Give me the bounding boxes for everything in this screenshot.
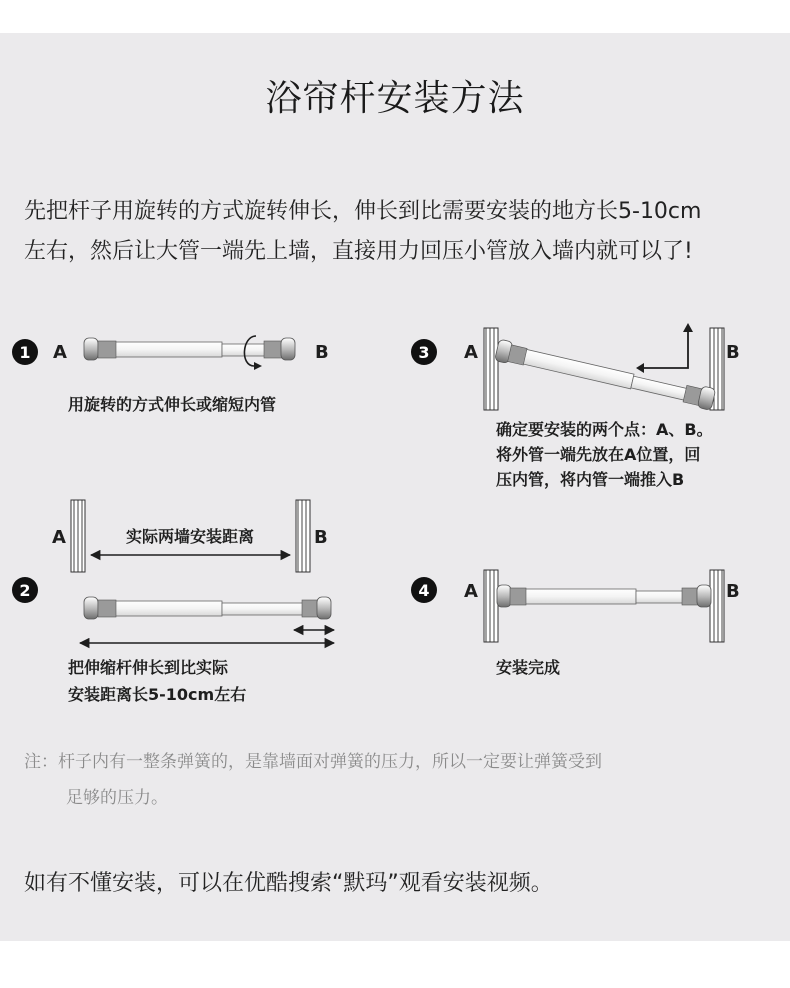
step-3 [411, 323, 740, 490]
step-4-wall-b [710, 570, 724, 642]
step-3-number: 3 [418, 343, 430, 362]
step-4-label-a: A [464, 581, 478, 602]
video-hint: 如有不懂安装，可以在优酷搜索“默玛”观看安装视频。 [24, 871, 553, 896]
step-3-label-b: B [726, 342, 740, 363]
step-3-caption-line-2: 将外管一端先放在A位置，回 [496, 445, 701, 464]
push-direction-arrow-icon [636, 323, 693, 373]
step-4 [411, 570, 740, 677]
step-2-rod [84, 597, 331, 619]
step-2-wall-a [71, 500, 85, 572]
step-1-number: 1 [19, 343, 31, 362]
step-3-label-a: A [464, 342, 478, 363]
installation-diagram [0, 310, 790, 730]
step-4-wall-a [484, 570, 498, 642]
note-line-1: 注：杆子内有一整条弹簧的，是靠墙面对弹簧的压力，所以一定要让弹簧受到 [24, 752, 602, 772]
step-1-rod [84, 338, 295, 360]
step-1-caption: 用旋转的方式伸长或缩短内管 [68, 395, 277, 414]
intro-text [24, 192, 774, 272]
step-2-wall-b [296, 500, 310, 572]
step-4-caption: 安装完成 [496, 658, 561, 677]
step-4-label-b: B [726, 581, 740, 602]
step-1 [12, 336, 329, 414]
step-2-label-a: A [52, 527, 66, 548]
intro-line-2: 左右，然后让大管一端先上墙，直接用力回压小管放入墙内就可以了! [24, 239, 693, 264]
step-3-wall-a [484, 328, 498, 410]
note-line-2: 足够的压力。 [66, 788, 168, 808]
step-2-number: 2 [19, 581, 31, 600]
spring-note [24, 744, 774, 816]
wall-distance-label: 实际两墙安装距离 [125, 527, 255, 546]
step-2-label-b: B [314, 527, 328, 548]
step-4-rod [497, 585, 711, 607]
step-3-caption-line-3: 压内管，将内管一端推入B [496, 470, 685, 489]
page-title: 浴帘杆安装方法 [265, 78, 525, 119]
step-2-caption-line-2: 安装距离长5-10cm左右 [68, 685, 247, 704]
step-4-number: 4 [418, 581, 430, 600]
step-3-caption-line-1: 确定要安装的两个点：A、B。 [496, 420, 713, 439]
step-1-label-a: A [53, 342, 67, 363]
step-3-rod [495, 339, 716, 410]
intro-line-1: 先把杆子用旋转的方式旋转伸长，伸长到比需要安装的地方长5-10cm [24, 199, 702, 224]
step-2-caption-line-1: 把伸缩杆伸长到比实际 [68, 658, 229, 677]
step-2 [12, 500, 334, 704]
step-1-label-b: B [315, 342, 329, 363]
